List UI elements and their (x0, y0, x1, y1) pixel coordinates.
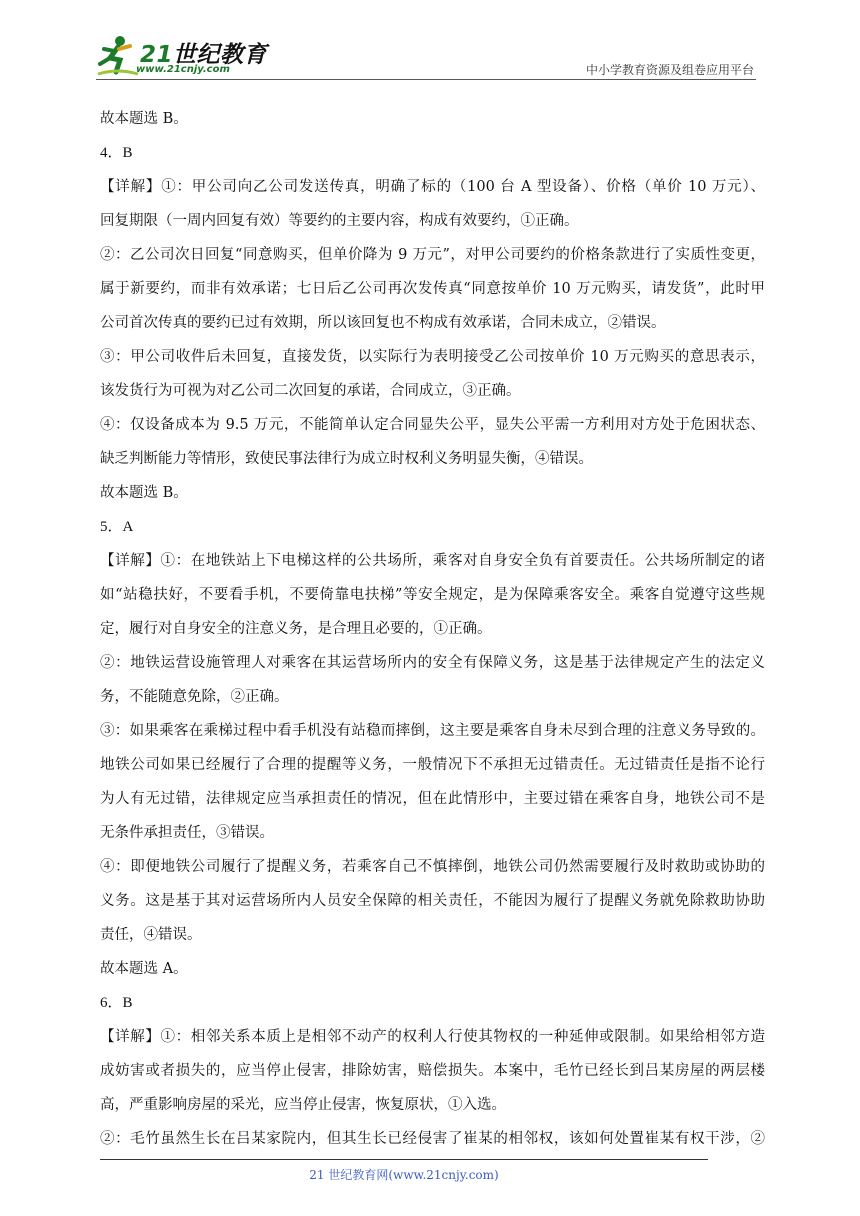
text-line: 成妨害或者损失的，应当停止侵害，排除妨害，赔偿损失。本案中，毛竹已经长到吕某房屋的两层楼 (100, 1063, 765, 1079)
page-header (0, 0, 860, 90)
text-line: 地铁公司如果已经履行了合理的提醒等义务，一般情况下不承担无过错责任。无过错责任是指不论行 (100, 757, 765, 773)
text-line: ③：如果乘客在乘梯过程中看手机没有站稳而摔倒，这主要是乘客自身未尽到合理的注意义务导致的。 (100, 723, 765, 739)
text-line: 缺乏判断能力等情形，致使民事法律行为成立时权利义务明显失衡，④错误。 (100, 451, 593, 467)
logo-url: www.21cnjy.com (136, 64, 230, 75)
text-line: 故本题选 B。 (100, 111, 188, 127)
logo-title-number: 21 (140, 42, 174, 68)
text-line: 【详解】①：在地铁站上下电梯这样的公共场所，乘客对自身安全负有首要责任。公共场所制定的诸 (100, 553, 765, 569)
text-line: ②：乙公司次日回复“同意购买，但单价降为 9 万元”，对甲公司要约的价格条款进行了实质性变更， (100, 247, 765, 263)
footer-divider (100, 1159, 708, 1160)
question-number: 5．A (100, 519, 134, 535)
text-line: 义务。这是基于其对运营场所内人员安全保障的相关责任，不能因为履行了提醒义务就免除救助协助 (100, 893, 765, 909)
header-platform-label: 中小学教育资源及组卷应用平台 (585, 63, 754, 77)
text-line: 该发货行为可视为对乙公司二次回复的承诺，合同成立，③正确。 (100, 383, 521, 399)
text-line: 回复期限（一周内回复有效）等要约的主要内容，构成有效要约，①正确。 (100, 213, 579, 229)
text-line: ④：仅设备成本为 9.5 万元，不能简单认定合同显失公平，显失公平需一方利用对方处于危困状态、 (100, 417, 765, 433)
text-line: 故本题选 B。 (100, 485, 188, 501)
text-line: 务，不能随意免除，②正确。 (100, 689, 289, 705)
text-line: 定，履行对自身安全的注意义务，是合理且必要的，①正确。 (100, 621, 492, 637)
text-line: 无条件承担责任，③错误。 (100, 825, 274, 841)
header-divider (96, 79, 756, 80)
logo-title-text: 世纪教育 (173, 42, 268, 68)
text-line: ②：地铁运营设施管理人对乘客在其运营场所内的安全有保障义务，这是基于法律规定产生的法定义 (100, 655, 765, 671)
text-line: 高，严重影响房屋的采光，应当停止侵害，恢复原状，①入选。 (100, 1097, 506, 1113)
text-line: 为人有无过错，法律规定应当承担责任的情况，但在此情形中，主要过错在乘客自身，地铁公司不是 (100, 791, 765, 807)
text-line: 如“站稳扶好，不要看手机，不要倚靠电扶梯”等安全规定，是为保障乘客安全。乘客自觉遵守这些规 (100, 587, 765, 603)
text-line: ③：甲公司收件后未回复，直接发货，以实际行为表明接受乙公司按单价 10 万元购买的意思表示， (100, 349, 765, 365)
text-line: 【详解】①：相邻关系本质上是相邻不动产的权利人行使其物权的一种延伸或限制。如果给相邻方造 (100, 1029, 765, 1045)
site-logo[interactable] (96, 34, 266, 80)
text-line: 【详解】①：甲公司向乙公司发送传真，明确了标的（100 台 A 型设备）、价格（单价 10 万元）、 (100, 179, 765, 195)
text-line: 公司首次传真的要约已过有效期，所以该回复也不构成有效承诺，合同未成立，②错误。 (100, 315, 666, 331)
text-line: 故本题选 A。 (100, 961, 188, 977)
text-line: ④：即便地铁公司履行了提醒义务，若乘客自己不慎摔倒，地铁公司仍然需要履行及时救助或协助的 (100, 859, 765, 875)
runner-logo-icon (96, 34, 140, 80)
text-line: 责任，④错误。 (100, 927, 202, 943)
question-number: 4．B (100, 145, 133, 161)
question-number: 6．B (100, 995, 133, 1011)
text-line: ②：毛竹虽然生长在吕某家院内，但其生长已经侵害了崔某的相邻权，该如何处置崔某有权干涉，② (100, 1131, 765, 1147)
answer-content (100, 102, 765, 1156)
footer-link[interactable]: 21 世纪教育网(www.21cnjy.com) (309, 1168, 499, 1182)
text-line: 属于新要约，而非有效承诺；七日后乙公司再次发传真“同意按单价 10 万元购买，请发货”，此时甲 (100, 281, 765, 297)
